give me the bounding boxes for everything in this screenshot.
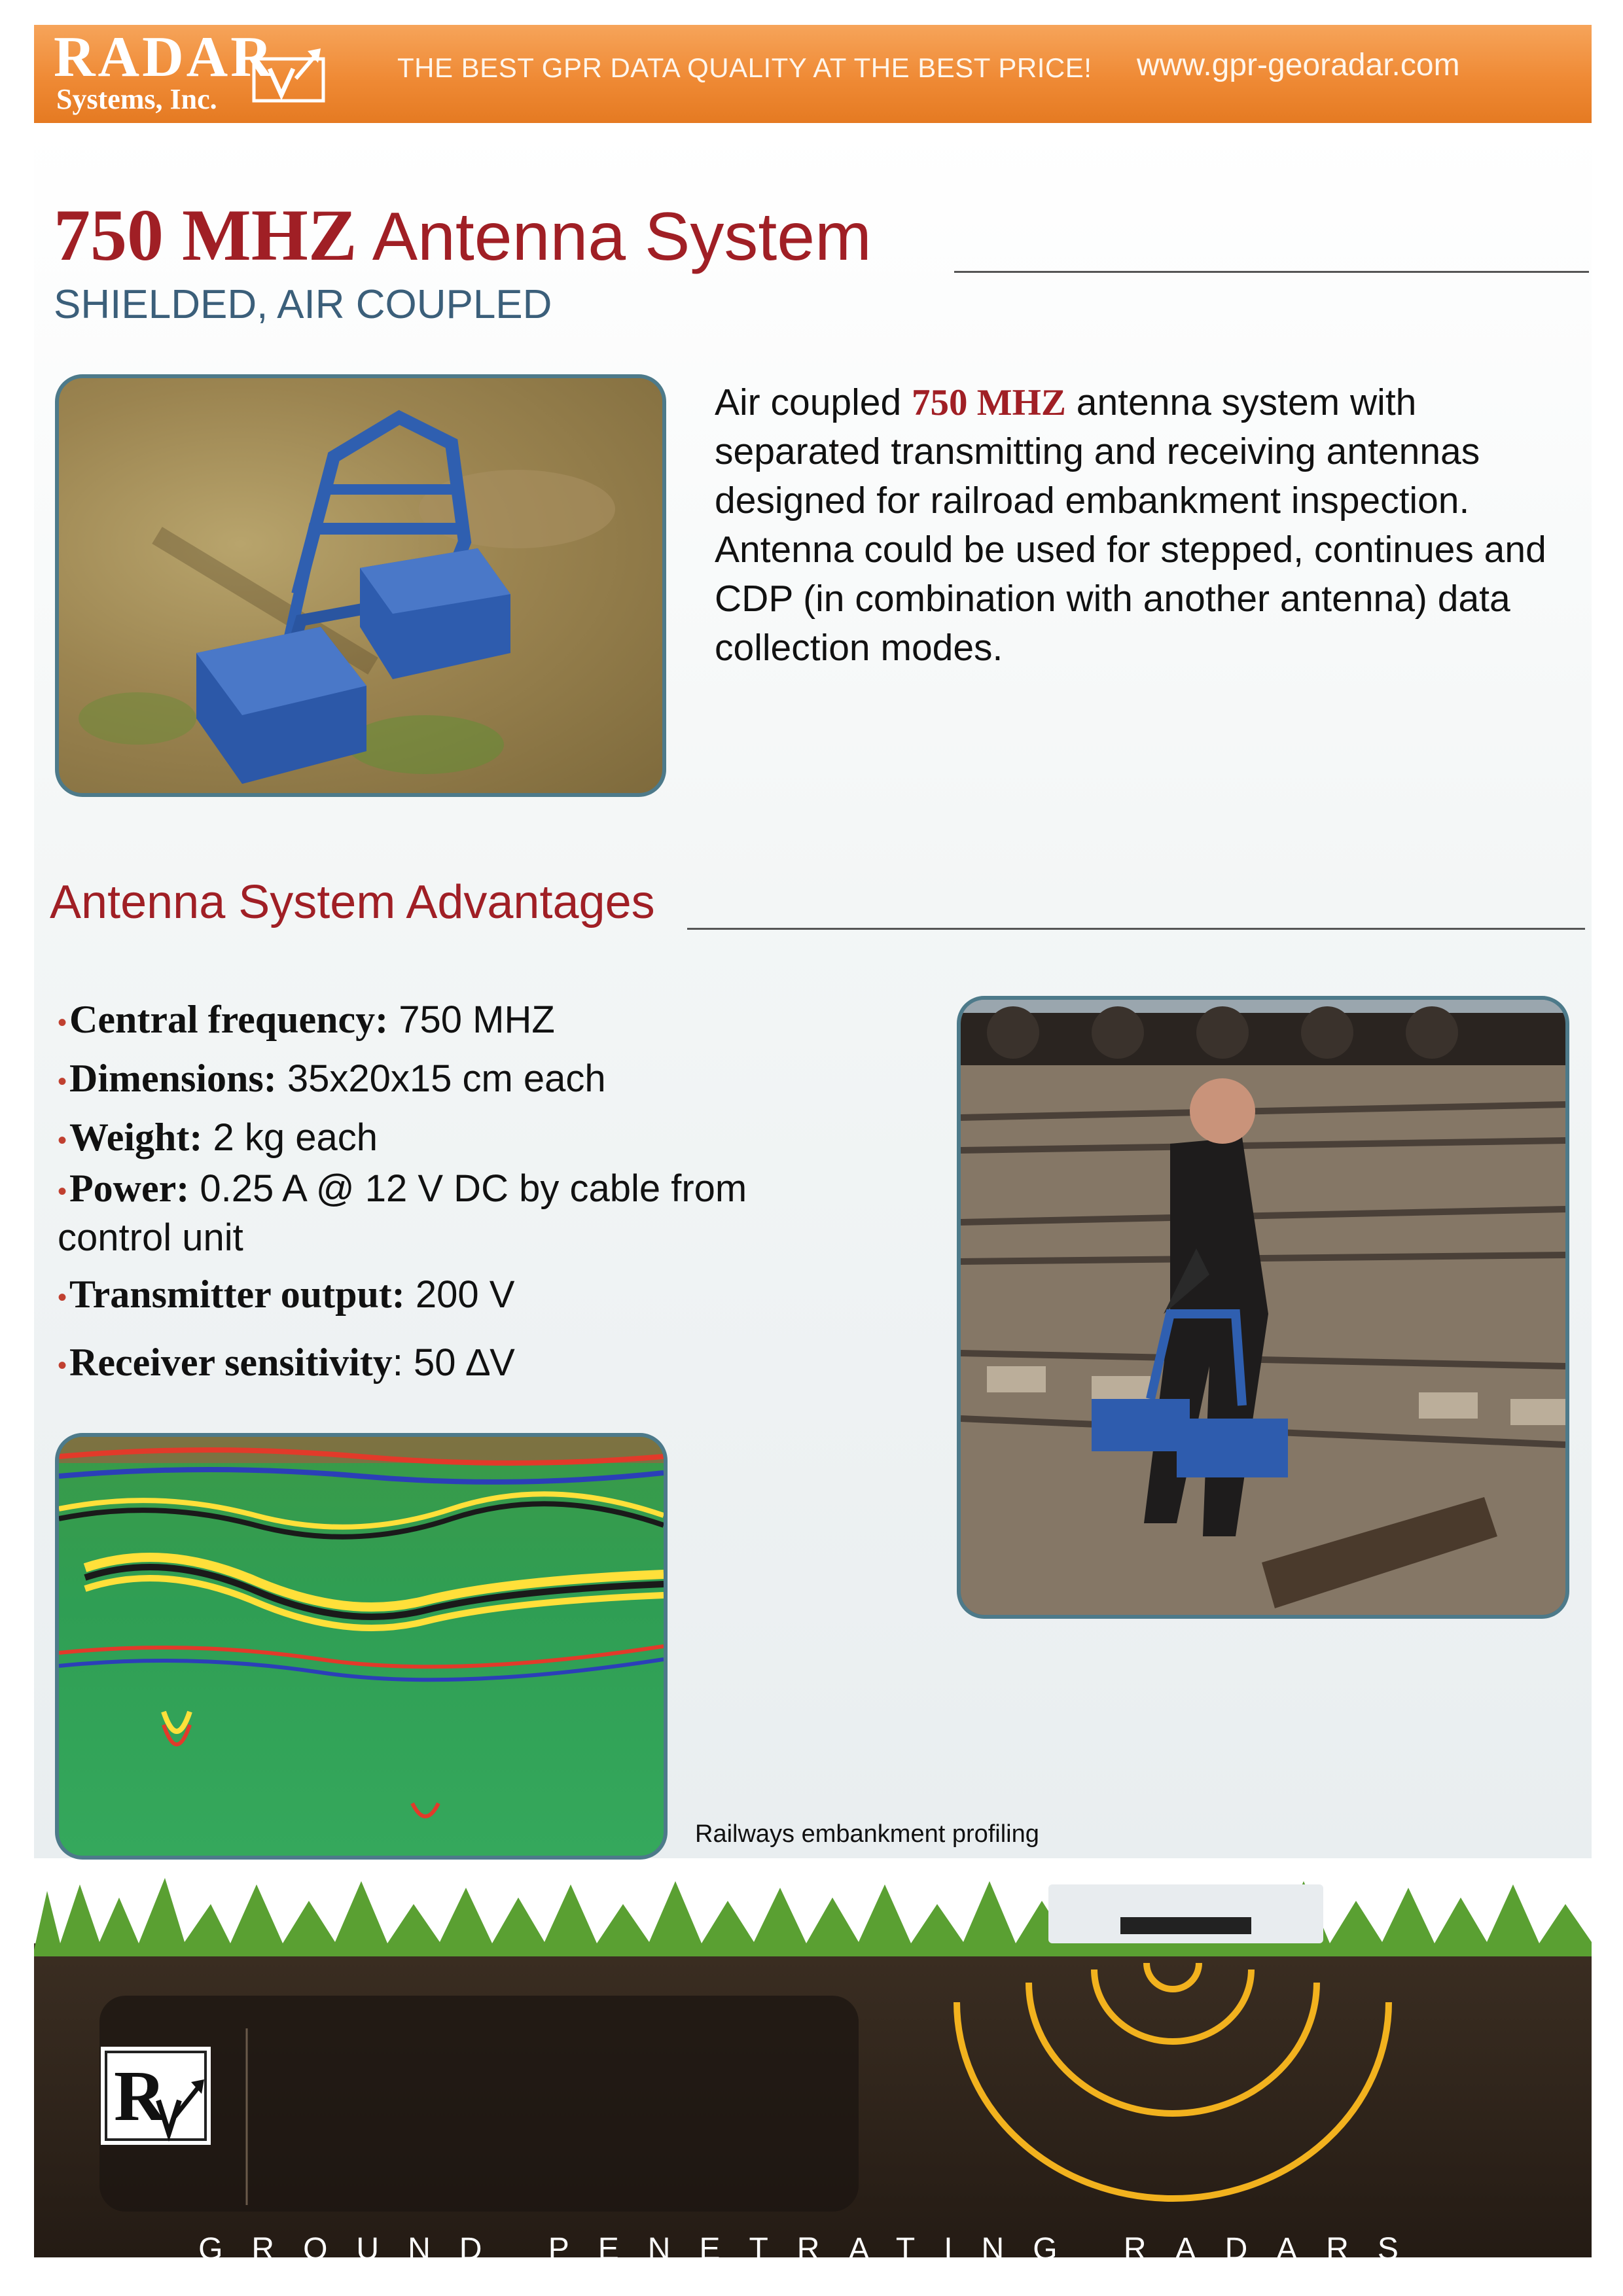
antenna-illustration — [59, 378, 662, 793]
product-description — [715, 378, 1585, 673]
spec-item-transmitter-output — [58, 1269, 514, 1322]
header-slogan: THE BEST GPR DATA QUALITY AT THE BEST PRICE! — [397, 52, 1092, 83]
page-title — [54, 194, 872, 278]
ground-illustration — [34, 1865, 1592, 2257]
title-divider — [954, 271, 1589, 273]
spec-label: Central frequency: — [69, 998, 389, 1041]
radar-logo-icon — [250, 33, 329, 105]
description-frequency: 750 MHZ — [912, 382, 1066, 423]
spec-value: 750 MHZ — [388, 998, 555, 1041]
spec-item-dimensions — [58, 1053, 606, 1106]
advantages-divider — [687, 928, 1585, 930]
title-frequency: 750 MHZ — [54, 195, 357, 276]
header-banner — [34, 25, 1592, 123]
spec-item-power — [58, 1163, 747, 1216]
spec-value: : 50 ∆V — [392, 1341, 515, 1384]
footer-banner — [34, 1865, 1592, 2267]
brand-subtitle: Systems, Inc. — [56, 83, 217, 115]
spec-label: Dimensions: — [69, 1057, 277, 1100]
description-intro: Air coupled — [715, 381, 912, 423]
footer-tagline: GROUND PENETRATING RADARS — [198, 2232, 1427, 2267]
bullet-icon: • — [58, 1282, 67, 1312]
spec-label: Power: — [69, 1167, 190, 1210]
spec-label: Receiver sensitivity — [69, 1341, 393, 1384]
bullet-icon: • — [58, 1067, 67, 1096]
bullet-icon: • — [58, 1008, 67, 1037]
spec-item-weight — [58, 1112, 378, 1165]
bullet-icon: • — [58, 1351, 67, 1380]
footer-logo-letter: R — [114, 2056, 166, 2136]
spec-item-central-frequency — [58, 995, 555, 1048]
advantages-heading: Antenna System Advantages — [50, 876, 655, 928]
spec-value: 2 kg each — [202, 1116, 378, 1159]
spec-item-power-continued: control unit — [58, 1216, 243, 1259]
spec-label: Transmitter output: — [69, 1273, 405, 1316]
brand-name: RADAR — [54, 26, 275, 89]
spec-value: 0.25 A @ 12 V DC by cable from — [189, 1167, 747, 1210]
spec-label: Weight: — [69, 1116, 203, 1159]
spec-item-receiver-sensitivity — [58, 1337, 515, 1390]
radargram-illustration — [59, 1437, 664, 1856]
title-text: Antenna System — [357, 199, 872, 275]
bullet-icon: • — [58, 1125, 67, 1155]
railway-illustration — [961, 1000, 1565, 1615]
page-subtitle: SHIELDED, AIR COUPLED — [54, 282, 552, 327]
website-link[interactable]: www.gpr-georadar.com — [1137, 48, 1460, 82]
antenna-photo — [55, 374, 666, 797]
bullet-icon: • — [58, 1176, 67, 1206]
spec-value: 35x20x15 cm each — [276, 1057, 606, 1100]
railway-photo — [957, 996, 1569, 1619]
photo-caption: Railways embankment profiling — [695, 1820, 1039, 1848]
radargram-image — [55, 1433, 668, 1860]
spec-value: 200 V — [404, 1273, 515, 1316]
description-body: antenna system with separated transmitting and receiving antennas designed for railroad embankment inspection. Antenna could be used for stepped, continues and CDP (in combination with another antenna) data collection modes. — [715, 381, 1546, 669]
